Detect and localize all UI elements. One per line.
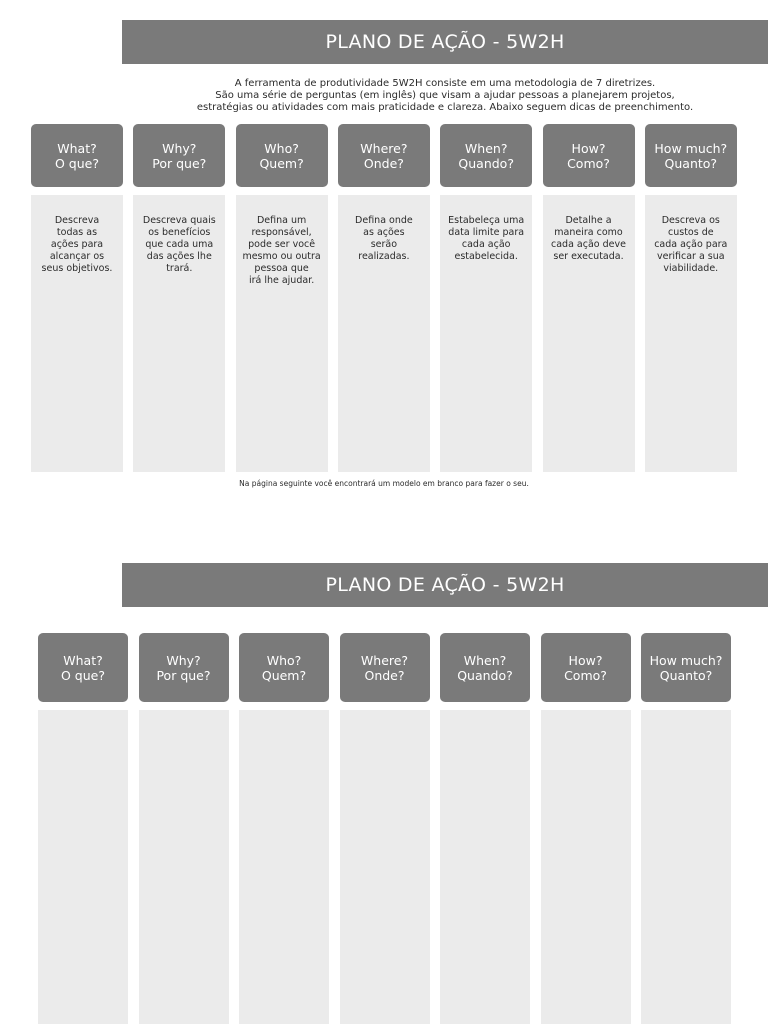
tip-line: Descreva quais [142, 215, 216, 226]
intro-text [100, 78, 768, 114]
tip-line: Estabeleça uma [448, 215, 525, 226]
column-header [236, 124, 328, 187]
tip-line: irá lhe ajudar. [248, 275, 315, 286]
footnote: Na página seguinte você encontrará um modelo em branco para fazer o seu. [239, 479, 529, 488]
tip-line: cada ação [461, 239, 511, 250]
intro-line: São uma série de perguntas (em inglês) que visam a ajudar pessoas a planejarem projetos, [215, 90, 675, 101]
column-blank-area [340, 710, 430, 1024]
column-header-pt: Como? [564, 667, 607, 683]
column-tip [236, 195, 328, 472]
column-header-en: Where? [360, 140, 408, 156]
column-header-en: Who? [264, 140, 299, 156]
column-header [139, 633, 229, 702]
tip-line: que cada uma [145, 239, 214, 250]
tip-line: pode ser você [248, 239, 316, 250]
column-header [641, 633, 731, 702]
column-header [645, 124, 737, 187]
tip-line: ser executada. [553, 251, 624, 262]
column-header [31, 124, 123, 187]
column-header-en: How? [568, 652, 603, 668]
tip-line: mesmo ou outra [242, 251, 321, 262]
column-header-pt: Por que? [152, 155, 207, 171]
tip-line: verificar a sua [656, 251, 725, 262]
column-blank-area [239, 710, 329, 1024]
column-header [133, 124, 225, 187]
column-header-en: What? [57, 140, 97, 156]
tip-line: serão [370, 239, 398, 250]
tip-line: Descreva [54, 215, 100, 226]
column-header-en: Why? [166, 652, 201, 668]
tip-line: maneira como [554, 227, 623, 238]
column-header-pt: Quem? [261, 667, 307, 683]
column-header-pt: Quem? [259, 155, 304, 171]
column-header-pt: Quando? [458, 155, 514, 171]
tip-line: responsável, [251, 227, 312, 238]
column-header-en: Who? [266, 652, 302, 668]
column-header-pt: Onde? [363, 155, 404, 171]
tip-line: trará. [166, 263, 193, 274]
tip-line: as ações [363, 227, 405, 238]
column-header [440, 633, 530, 702]
page-title-blank: PLANO DE AÇÃO - 5W2H [325, 574, 565, 596]
tip-line: ações para [50, 239, 104, 250]
column-header [340, 633, 430, 702]
tip-line: cada ação para [654, 239, 728, 250]
column-header [440, 124, 532, 187]
tip-line: Detalhe a [565, 215, 612, 226]
column-header-pt: Como? [567, 155, 610, 171]
tip-line: viabilidade. [663, 263, 719, 274]
tip-line: cada ação deve [551, 239, 626, 250]
column-header-pt: Quanto? [659, 667, 713, 683]
title-banner [122, 20, 768, 64]
column-header-en: How much? [649, 652, 723, 668]
tip-line: data limite para [448, 227, 525, 238]
column-header [38, 633, 128, 702]
column-tip [133, 195, 225, 472]
column-header-pt: O que? [61, 667, 105, 683]
column-tip [543, 195, 635, 472]
tip-line: Descreva os [661, 215, 720, 226]
column-header-pt: Onde? [364, 667, 405, 683]
intro-line: estratégias ou atividades com mais praticidade e clareza. Abaixo seguem dicas de preenchimento. [196, 102, 694, 113]
title-banner-blank [122, 563, 768, 607]
tip-line: estabelecida. [454, 251, 518, 262]
column-header-en: Why? [162, 140, 197, 156]
column-blank-area [139, 710, 229, 1024]
tip-line: alcançar os [49, 251, 105, 262]
column-header-pt: Por que? [156, 667, 211, 683]
column-header [541, 633, 631, 702]
column-tip [338, 195, 430, 472]
column-tip [31, 195, 123, 472]
tip-line: Defina onde [355, 215, 413, 226]
column-header-en: When? [463, 652, 507, 668]
column-blank-area [440, 710, 530, 1024]
column-header [543, 124, 635, 187]
tip-line: realizadas. [358, 251, 410, 262]
tip-line: os benefícios [148, 227, 211, 238]
column-header-en: Where? [360, 652, 409, 668]
column-blank-area [38, 710, 128, 1024]
column-header-en: How? [571, 140, 606, 156]
page-title: PLANO DE AÇÃO - 5W2H [325, 31, 565, 53]
column-blank-area [641, 710, 731, 1024]
column-header-pt: O que? [55, 155, 99, 171]
column-tip [440, 195, 532, 472]
tip-line: pessoa que [254, 263, 309, 274]
column-tip [645, 195, 737, 472]
column-header-en: How much? [654, 140, 728, 156]
tip-line: das ações lhe [146, 251, 212, 262]
column-header [239, 633, 329, 702]
tip-line: custos de [668, 227, 714, 238]
column-header-pt: Quando? [457, 667, 513, 683]
column-header-en: When? [464, 140, 508, 156]
intro-line: A ferramenta de produtividade 5W2H consiste em uma metodologia de 7 diretrizes. [234, 78, 656, 89]
tip-line: Defina um [256, 215, 307, 226]
column-blank-area [541, 710, 631, 1024]
tip-line: seus objetivos. [41, 263, 113, 274]
column-header [338, 124, 430, 187]
column-header-pt: Quanto? [664, 155, 718, 171]
column-header-en: What? [63, 652, 103, 668]
tip-line: todas as [56, 227, 98, 238]
